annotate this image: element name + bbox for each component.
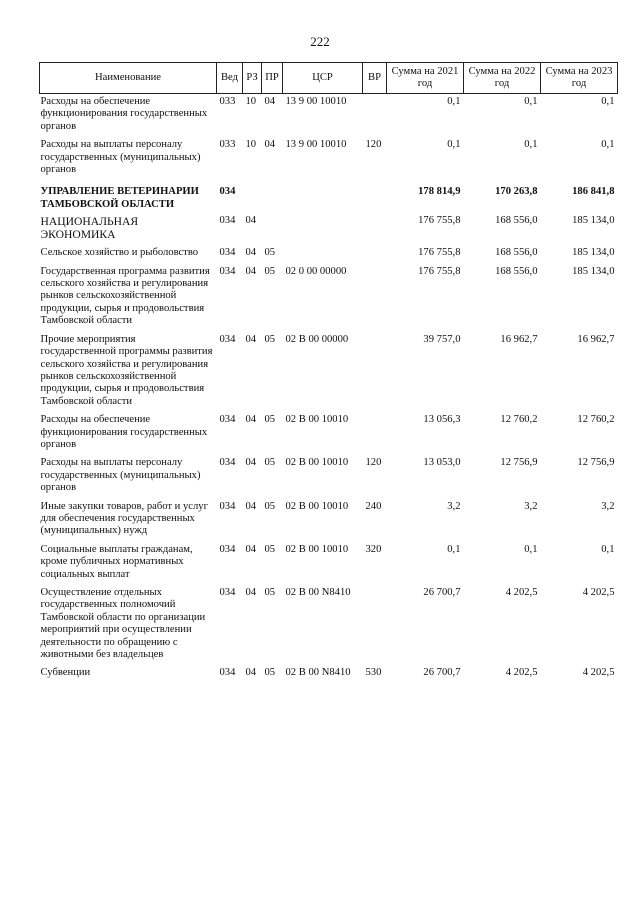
cell-pr: 04 [264, 139, 276, 151]
table-row [40, 328, 618, 408]
cell-pr: 05 [264, 543, 276, 555]
cell-ved: 034 [219, 500, 236, 512]
table-row [40, 408, 618, 451]
header-vr: ВР [363, 63, 387, 94]
cell-s2021: 176 755,8 [418, 215, 461, 227]
cell-name: Прочие мероприятия государственной программы развития сельского хозяйства и регулирования рынков сельскохозяйственной продукции, сырья и продовольствия Тамбовской области [40, 333, 213, 407]
cell-rz: 10 [245, 139, 257, 151]
cell-ved: 034 [219, 543, 236, 555]
cell-s2023: 185 134,0 [572, 247, 615, 259]
cell-vr [363, 408, 387, 451]
cell-pr: 05 [264, 247, 276, 259]
cell-rz: 04 [245, 667, 257, 679]
cell-s2021: 13 053,0 [423, 457, 461, 469]
cell-vr [363, 176, 387, 211]
cell-vr [363, 241, 387, 259]
cell-pr: 05 [264, 457, 276, 469]
cell-s2023: 0,1 [601, 543, 615, 555]
cell-csr: 13 9 00 10010 [285, 96, 347, 107]
cell-pr [262, 176, 283, 211]
cell-rz: 04 [245, 457, 257, 469]
cell-vr [363, 581, 387, 661]
cell-pr [262, 211, 283, 241]
cell-s2022: 16 962,7 [500, 333, 538, 345]
table-row [40, 260, 618, 328]
cell-name: Социальные выплаты гражданам, кроме публичных нормативных социальных выплат [40, 543, 193, 580]
cell-rz: 04 [245, 247, 257, 259]
cell-s2022: 168 556,0 [495, 247, 538, 259]
table-body [40, 94, 618, 680]
cell-csr [283, 176, 363, 211]
header-pr: ПР [262, 63, 283, 94]
cell-vr: 120 [365, 457, 382, 469]
cell-s2023: 185 134,0 [572, 215, 615, 227]
cell-s2022: 170 263,8 [495, 186, 538, 198]
table-row [40, 451, 618, 494]
cell-vr [363, 211, 387, 241]
cell-rz: 04 [245, 543, 257, 555]
cell-s2022: 4 202,5 [505, 587, 538, 598]
cell-s2021: 176 755,8 [418, 247, 461, 259]
table-header-row [40, 63, 618, 94]
cell-vr [363, 260, 387, 328]
table-row [40, 495, 618, 538]
cell-csr: 02 В 00 10010 [285, 543, 349, 555]
cell-vr [363, 94, 387, 134]
header-name: Наименование [40, 63, 217, 94]
cell-name: Расходы на выплаты персоналу государственных (муниципальных) органов [40, 139, 201, 176]
cell-ved: 034 [219, 265, 236, 277]
header-sum-2023: Сумма на 2023 год [541, 63, 618, 94]
table-row [40, 133, 618, 176]
cell-csr: 02 0 00 00000 [285, 265, 347, 277]
cell-csr: 02 В 00 00000 [285, 333, 349, 345]
cell-rz: 04 [245, 265, 257, 277]
table-row [40, 211, 618, 241]
cell-ved: 033 [219, 139, 236, 151]
cell-rz: 04 [245, 215, 257, 227]
cell-csr: 02 В 00 10010 [285, 457, 349, 469]
cell-csr: 02 В 00 10010 [285, 414, 349, 426]
cell-ved: 034 [219, 247, 236, 259]
cell-s2022: 0,1 [524, 139, 538, 151]
cell-ved: 034 [219, 457, 236, 469]
cell-s2022: 3,2 [524, 500, 538, 512]
cell-csr: 02 В 00 10010 [285, 500, 349, 512]
cell-s2023: 186 841,8 [572, 186, 615, 198]
cell-csr [283, 211, 363, 241]
cell-csr: 13 9 00 10010 [285, 139, 347, 151]
cell-s2021: 178 814,9 [418, 186, 461, 198]
header-csr: ЦСР [283, 63, 363, 94]
cell-name: УПРАВЛЕНИЕ ВЕТЕРИНАРИИ ТАМБОВСКОЙ ОБЛАСТИ [40, 186, 199, 210]
cell-name: Осуществление отдельных государственных полномочий Тамбовской области по организации мероприятий при осуществлении деятельности по обращению с животными без владельцев [40, 587, 206, 661]
cell-s2021: 26 700,7 [423, 667, 461, 679]
header-rz: РЗ [243, 63, 262, 94]
cell-csr: 02 В 00 N8410 [285, 587, 351, 598]
cell-pr: 05 [264, 667, 276, 679]
cell-s2021: 3,2 [447, 500, 461, 512]
cell-name: Расходы на обеспечение функционирования государственных органов [40, 96, 208, 132]
table-row [40, 661, 618, 679]
cell-s2023: 3,2 [601, 500, 615, 512]
cell-pr: 05 [264, 265, 276, 277]
cell-ved: 034 [219, 333, 236, 345]
cell-s2021: 176 755,8 [418, 265, 461, 277]
cell-rz: 04 [245, 500, 257, 512]
cell-s2022: 168 556,0 [495, 215, 538, 227]
table-row [40, 176, 618, 211]
cell-name: Расходы на выплаты персоналу государственных (муниципальных) органов [40, 457, 201, 494]
cell-s2023: 0,1 [601, 139, 615, 151]
cell-s2021: 0,1 [447, 543, 461, 555]
cell-s2023: 185 134,0 [572, 265, 615, 277]
cell-pr: 04 [264, 96, 276, 107]
cell-s2022: 12 756,9 [500, 457, 538, 469]
cell-s2023: 4 202,5 [582, 667, 615, 679]
table-row [40, 581, 618, 661]
cell-name: Иные закупки товаров, работ и услуг для обеспечения государственных (муниципальных) нужд [40, 500, 208, 537]
cell-vr: 120 [365, 139, 382, 151]
cell-name: НАЦИОНАЛЬНАЯ ЭКОНОМИКА [40, 215, 139, 242]
cell-s2022: 4 202,5 [505, 667, 538, 679]
cell-s2021: 26 700,7 [423, 587, 461, 598]
cell-rz [243, 176, 262, 211]
cell-vr [363, 328, 387, 408]
cell-name: Субвенции [40, 667, 91, 679]
cell-pr: 05 [264, 414, 276, 426]
cell-csr [283, 241, 363, 259]
cell-ved: 034 [219, 186, 236, 198]
header-ved: Вед [217, 63, 243, 94]
cell-ved: 034 [219, 414, 236, 426]
header-sum-2022: Сумма на 2022 год [464, 63, 541, 94]
cell-rz: 10 [245, 96, 257, 107]
header-sum-2021: Сумма на 2021 год [387, 63, 464, 94]
cell-ved: 033 [219, 96, 236, 107]
cell-pr: 05 [264, 587, 276, 598]
cell-s2022: 12 760,2 [500, 414, 538, 426]
table-row [40, 538, 618, 581]
cell-s2021: 0,1 [447, 139, 461, 151]
cell-s2021: 13 056,3 [423, 414, 461, 426]
cell-rz: 04 [245, 414, 257, 426]
cell-s2023: 16 962,7 [577, 333, 615, 345]
page-number: 222 [310, 34, 330, 49]
cell-vr: 320 [365, 543, 382, 555]
cell-ved: 034 [219, 215, 236, 227]
cell-s2023: 12 756,9 [577, 457, 615, 469]
cell-pr: 05 [264, 333, 276, 345]
cell-pr: 05 [264, 500, 276, 512]
cell-rz: 04 [245, 333, 257, 345]
cell-vr: 530 [365, 667, 382, 679]
cell-s2021: 39 757,0 [423, 333, 461, 345]
cell-s2023: 0,1 [601, 96, 615, 107]
cell-rz: 04 [245, 587, 257, 598]
cell-s2022: 0,1 [524, 96, 538, 107]
cell-ved: 034 [219, 587, 236, 598]
cell-name: Сельское хозяйство и рыболовство [40, 247, 199, 259]
budget-table [39, 62, 618, 680]
cell-s2023: 4 202,5 [582, 587, 615, 598]
cell-name: Государственная программа развития сельского хозяйства и регулирования рынков сельскохозяйственной продукции, сырья и продовольствия Тамбовской области [40, 265, 210, 327]
cell-s2022: 168 556,0 [495, 265, 538, 277]
table-row [40, 241, 618, 259]
cell-ved: 034 [219, 667, 236, 679]
cell-s2023: 12 760,2 [577, 414, 615, 426]
cell-s2022: 0,1 [524, 543, 538, 555]
cell-csr: 02 В 00 N8410 [285, 667, 351, 679]
cell-name: Расходы на обеспечение функционирования государственных органов [40, 414, 208, 450]
cell-s2021: 0,1 [447, 96, 461, 107]
table-row [40, 94, 618, 134]
cell-vr: 240 [365, 500, 382, 512]
